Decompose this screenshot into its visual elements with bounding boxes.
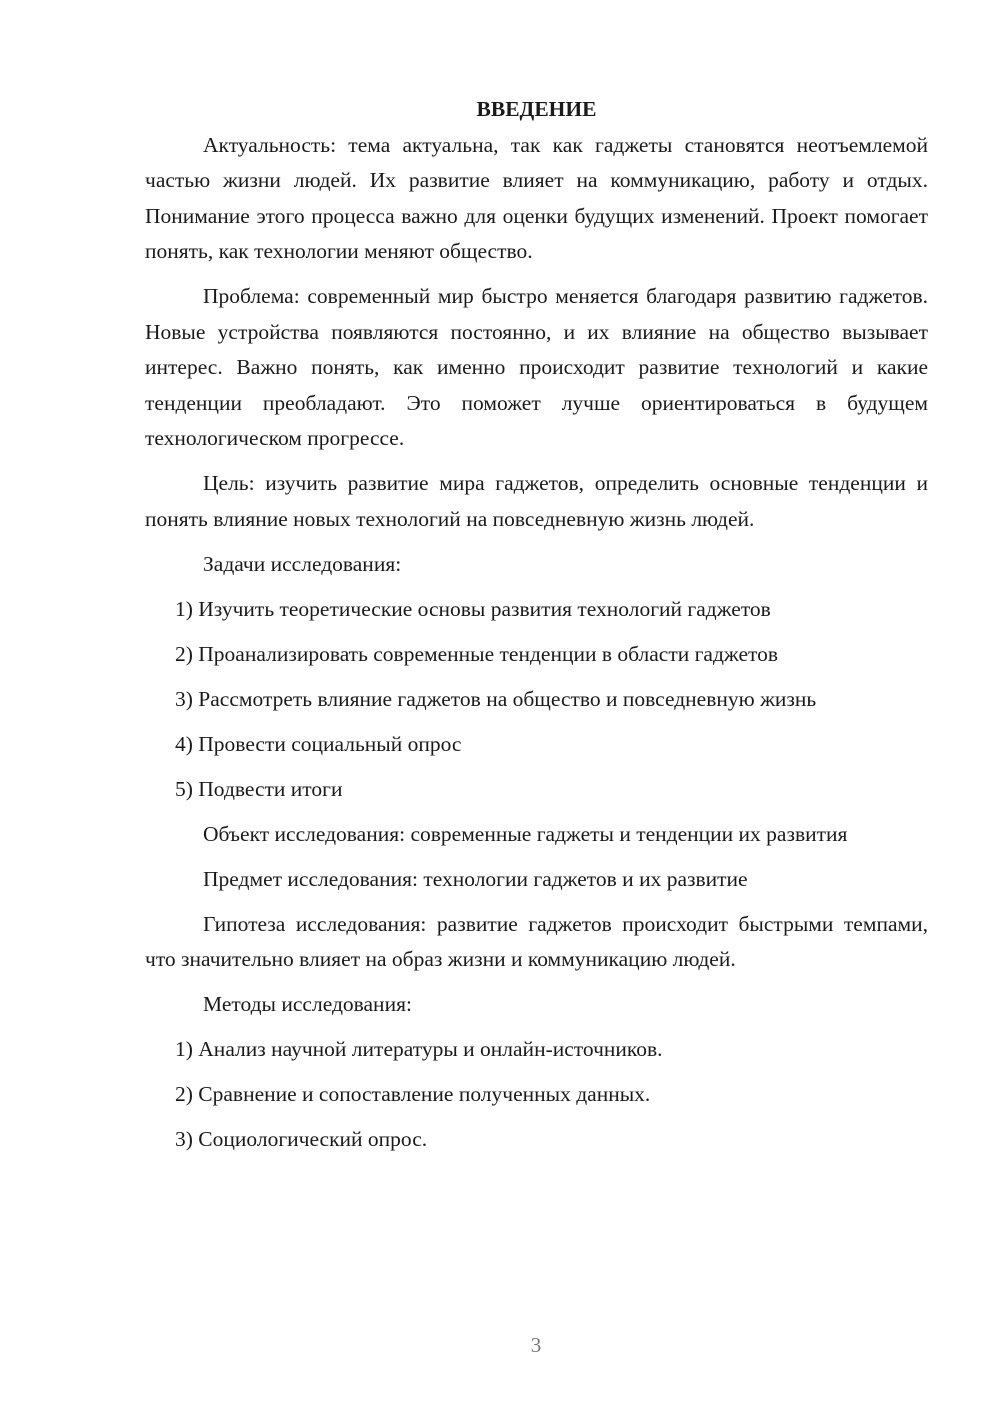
methods-list	[145, 1032, 928, 1158]
page-number: 3	[530, 1333, 542, 1357]
list-item: 1) Изучить теоретические основы развития технологий гаджетов	[175, 596, 771, 621]
relevance-paragraph: Актуальность: тема актуальна, так как гаджеты становятся неотъемлемой частью жизни людей. Их развитие влияет на коммуникацию, работу и отдых. Понимание этого процесса важно для оценки будущих изменений. Проект помогает понять, как технологии меняют общество.	[145, 132, 928, 263]
object-paragraph: Объект исследования: современные гаджеты и тенденции их развития	[203, 821, 848, 846]
document-page	[145, 92, 928, 1167]
list-item: 5) Подвести итоги	[175, 776, 343, 801]
methods-heading: Методы исследования:	[203, 992, 412, 1016]
problem-paragraph: Проблема: современный мир быстро меняется благодаря развитию гаджетов. Новые устройства появляются постоянно, и их влияние на общество вызывает интерес. Важно понять, как именно происходит развитие технологий и какие тенденции преобладают. Это поможет лучше ориентироваться в будущем технологическом прогрессе.	[145, 284, 928, 450]
hypothesis-paragraph: Гипотеза исследования: развитие гаджетов происходит быстрыми темпами, что значительно влияет на образ жизни и коммуникацию людей.	[145, 911, 928, 971]
list-item: 3) Социологический опрос.	[175, 1127, 428, 1151]
tasks-list	[145, 592, 928, 808]
list-item: 2) Сравнение и сопоставление полученных данных.	[175, 1082, 651, 1106]
section-title: ВВЕДЕНИЕ	[476, 97, 597, 121]
list-item: 2) Проанализировать современные тенденции в области гаджетов	[175, 641, 779, 666]
list-item: 3) Рассмотреть влияние гаджетов на общество и повседневную жизнь	[175, 686, 817, 711]
subject-paragraph: Предмет исследования: технологии гаджетов и их развитие	[203, 866, 748, 891]
goal-paragraph: Цель: изучить развитие мира гаджетов, определить основные тенденции и понять влияние новых технологий на повседневную жизнь людей.	[145, 471, 928, 531]
tasks-heading: Задачи исследования:	[203, 551, 402, 576]
list-item: 1) Анализ научной литературы и онлайн-источников.	[175, 1037, 663, 1061]
list-item: 4) Провести социальный опрос	[175, 731, 462, 756]
